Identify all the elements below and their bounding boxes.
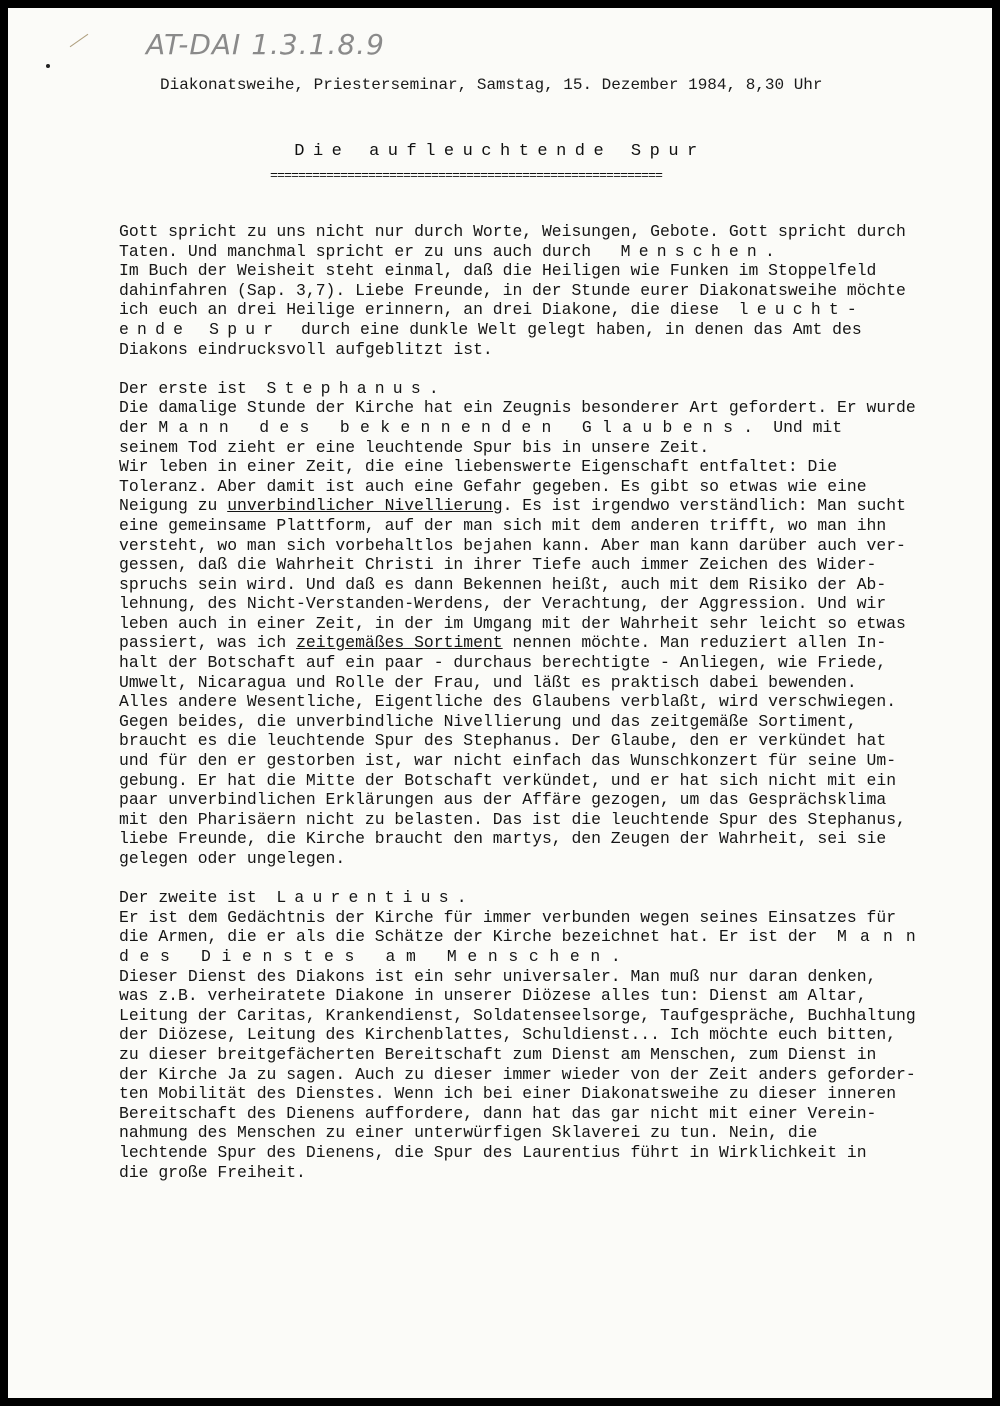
- text-line: [119, 888, 939, 908]
- text-line: Bereitschaft des Dienens auffordere, dann hat das gar nicht mit einer Verein-: [119, 1103, 877, 1123]
- text-line: versteht, wo man sich vorbehaltlos bejahen kann. Aber man kann darüber auch ver-: [119, 535, 906, 555]
- emphasis-stephanus: Stephanus.: [266, 378, 447, 398]
- text-line: lechtende Spur des Dienens, die Spur des Laurentius führt in Wirklichkeit in: [119, 1142, 867, 1162]
- text-segment: Und mit: [763, 417, 843, 437]
- text-line: Im Buch der Weisheit steht einmal, daß die Heiligen wie Funken im Stoppelfeld: [119, 261, 877, 281]
- text-line: der Kirche Ja zu sagen. Auch zu dieser immer wieder von der Zeit anders geforder-: [119, 1064, 916, 1084]
- text-segment: der: [119, 417, 159, 437]
- document-title: Die aufleuchtende Spur: [294, 142, 706, 161]
- text-line: nahmung des Menschen zu einer unterwürfigen Sklaverei zu tun. Nein, die: [119, 1123, 818, 1143]
- text-line: spruchs sein wird. Und daß es dann Bekennen heißt, auch mit dem Risiko der Ab-: [119, 574, 887, 594]
- text-segment: nennen möchte. Man reduziert allen In-: [502, 633, 887, 653]
- text-line: [119, 633, 939, 653]
- text-line: gebung. Er hat die Mitte der Botschaft verkündet, und er hat sich nicht mit ein: [119, 770, 897, 790]
- text-segment: Neigung zu: [119, 496, 228, 516]
- text-line: Gott spricht zu uns nicht nur durch Worte, Weisungen, Gebote. Gott spricht durch: [119, 222, 906, 241]
- text-segment: durch eine dunkle Welt gelegt haben, in denen das Amt des: [281, 319, 862, 339]
- text-line: [119, 947, 939, 967]
- document-header: Diakonatsweihe, Priesterseminar, Samstag, 15. Dezember 1984, 8,30 Uhr: [160, 76, 823, 94]
- text-line: [119, 379, 939, 399]
- text-line: [119, 320, 939, 340]
- text-line: mit den Pharisäern nicht zu belasten. Das ist die leuchtende Spur des Stephanus,: [119, 809, 906, 829]
- text-line: gessen, daß die Wahrheit Christi in ihrer Tiefe auch immer Zeichen des Wider-: [119, 555, 877, 575]
- text-line: paar unverbindlichen Erklärungen aus der Affäre gezogen, um das Gesprächsklima: [119, 790, 887, 810]
- document-body: [119, 222, 939, 1182]
- text-segment: Der erste ist: [119, 378, 267, 398]
- text-line: lehnung, des Nicht-Verstanden-Werdens, der Verachtung, der Aggression. Und wir: [119, 594, 887, 614]
- underlined-sortiment: zeitgemäßes Sortiment: [296, 633, 503, 653]
- text-line: Gegen beides, die unverbindliche Nivellierung und das zeitgemäße Sortiment,: [119, 711, 857, 731]
- text-segment: passiert, was ich: [119, 633, 297, 653]
- emphasis-laurentius: Laurentius.: [276, 888, 475, 908]
- text-segment: Taten. Und manchmal spricht er zu uns auch durch: [119, 241, 601, 261]
- emphasis-bekennenden-glaubens: Mann des bekennenden Glaubens.: [158, 417, 764, 437]
- text-line: halt der Botschaft auf ein paar - durchaus berechtigte - Anliegen, wie Friede,: [119, 653, 887, 673]
- text-line: leben auch in einer Zeit, in der im Umgang mit der Wahrheit sehr leicht so etwas: [119, 613, 906, 633]
- text-line: eine gemeinsame Plattform, auf der man sich mit dem anderen trifft, wo man ihn: [119, 515, 887, 535]
- text-segment: die Armen, die er als die Schätze der Kirche bezeichnet hat. Er ist der: [119, 927, 838, 947]
- text-line: seinem Tod zieht er eine leuchtende Spur bis in unsere Zeit.: [119, 437, 710, 457]
- archive-signature: AT-DAI 1.3.1.8.9: [146, 28, 385, 61]
- text-line: Wir leben in einer Zeit, die eine liebenswerte Eigenschaft entfaltet: Die: [119, 457, 838, 477]
- emphasis-dienstes-am-menschen: des Dienstes am Menschen.: [119, 946, 632, 966]
- text-line: Umwelt, Nicaragua und Rolle der Frau, und läßt es praktisch dabei bewenden.: [119, 672, 857, 692]
- underlined-nivellierung: unverbindlicher Nivellierung: [227, 496, 503, 516]
- text-line: der Diözese, Leitung des Kirchenblattes, Schuldienst... Ich möchte euch bitten,: [119, 1025, 897, 1045]
- text-line: Diakons eindrucksvoll aufgeblitzt ist.: [119, 339, 493, 359]
- title-underline: ========================================================: [270, 168, 663, 183]
- text-line: [119, 242, 939, 262]
- emphasis-ende-spur: ende Spur: [119, 319, 282, 339]
- emphasis-mann: Mann: [837, 927, 929, 947]
- emphasis-menschen: Menschen.: [620, 241, 783, 261]
- paragraph-gap: [119, 359, 939, 379]
- text-line: Toleranz. Aber damit ist auch eine Gefahr gegeben. Es gibt so etwas wie eine: [119, 476, 867, 496]
- text-line: braucht es die leuchtende Spur des Stephanus. Der Glaube, den er verkündet hat: [119, 731, 887, 751]
- text-line: [119, 496, 939, 516]
- text-line: Alles andere Wesentliche, Eigentliche des Glaubens verblaßt, wird verschwiegen.: [119, 692, 897, 712]
- text-line: dahinfahren (Sap. 3,7). Liebe Freunde, in der Stunde eurer Diakonatsweihe möchte: [119, 280, 906, 300]
- text-line: gelegen oder ungelegen.: [119, 849, 346, 868]
- paragraph-gap: [119, 869, 939, 889]
- text-line: Er ist dem Gedächtnis der Kirche für immer verbunden wegen seines Einsatzes für: [119, 907, 897, 927]
- text-line: Dieser Dienst des Diakons ist ein sehr universaler. Man muß nur daran denken,: [119, 966, 877, 986]
- text-line: liebe Freunde, die Kirche braucht den martys, den Zeugen der Wahrheit, sei sie: [119, 829, 887, 849]
- text-line: [119, 300, 939, 320]
- text-line: und für den er gestorben ist, war nicht einfach das Wunschkonzert für seine Um-: [119, 751, 897, 771]
- text-line: [119, 418, 939, 438]
- text-line: [119, 927, 939, 947]
- text-line: die große Freiheit.: [119, 1162, 306, 1182]
- text-segment: ich euch an drei Heilige erinnern, an drei Diakone, die diese: [119, 300, 739, 320]
- text-line: Leitung der Caritas, Krankendienst, Soldatenseelsorge, Taufgespräche, Buchhaltung: [119, 1005, 916, 1025]
- emphasis-leucht: leucht-: [738, 300, 865, 320]
- pencil-mark: [70, 34, 89, 47]
- text-line: zu dieser breitgefächerten Bereitschaft zum Dienst am Menschen, zum Dienst in: [119, 1044, 877, 1064]
- text-segment: Der zweite ist: [119, 888, 277, 908]
- text-line: was z.B. verheiratete Diakone in unserer Diözese alles tun: Dienst am Altar,: [119, 986, 867, 1006]
- text-segment: . Es ist irgendwo verständlich: Man sucht: [502, 496, 906, 516]
- text-line: ten Mobilität des Dienstes. Wenn ich bei einer Diakonatsweihe zu dieser inneren: [119, 1084, 897, 1104]
- document-page: [8, 8, 992, 1398]
- text-line: Die damalige Stunde der Kirche hat ein Zeugnis besonderer Art gefordert. Er wurde: [119, 398, 916, 418]
- ink-dot: [46, 64, 50, 68]
